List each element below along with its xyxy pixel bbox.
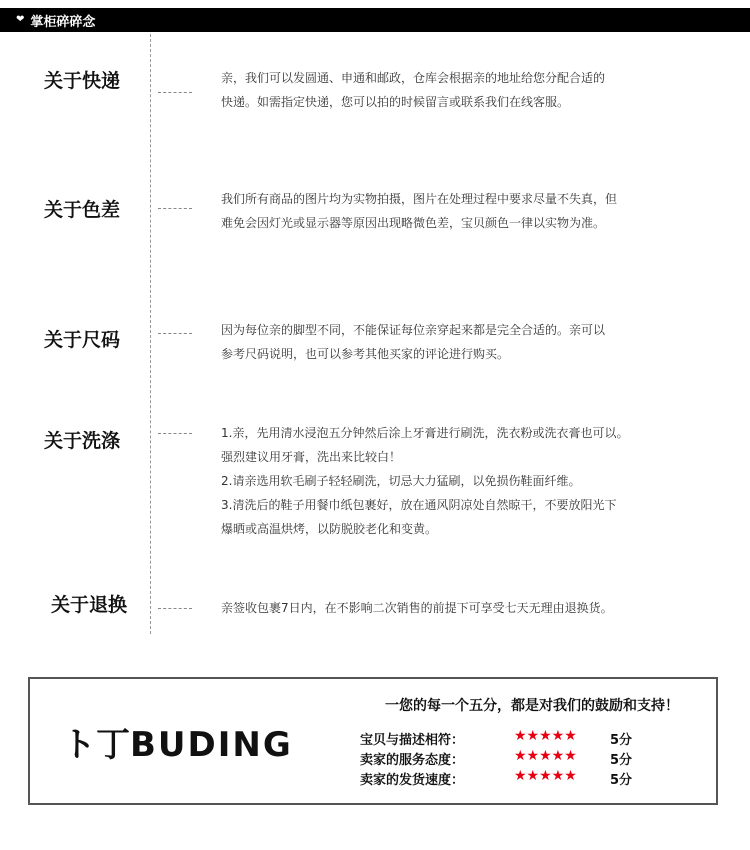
section-title-washing: 关于洗涤 (44, 430, 121, 452)
rating-score: 5分 (610, 753, 633, 768)
rating-row (360, 769, 660, 789)
section-line: 难免会因灯光或显示器等原因出现略微色差，宝贝颜色一律以实物为准。 (221, 216, 606, 230)
section-connector (158, 208, 192, 209)
section-line: 强烈建议用牙膏，洗出来比较白！ (221, 450, 402, 464)
section-line: 2.请亲选用软毛刷子轻轻刷洗，切忌大力猛刷，以免损伤鞋面纤维。 (221, 474, 581, 488)
rating-label: 卖家的发货速度： (360, 773, 465, 788)
rating-panel (28, 677, 718, 805)
rating-label: 卖家的服务态度： (360, 753, 465, 768)
section-line: 我们所有商品的图片均为实物拍摄，图片在处理过程中要求尽量不失真，但 (221, 192, 618, 206)
section-title-returns: 关于退换 (51, 594, 128, 616)
brand-logo-text: BUDING (130, 725, 293, 765)
star-rating-icon: ★★★★★ (514, 728, 577, 744)
section-body-delivery (221, 66, 691, 114)
section-line: 快递。如需指定快递，您可以拍的时候留言或联系我们在线客服。 (221, 95, 570, 109)
section-line: 亲签收包裹7日内，在不影响二次销售的前提下可享受七天无理由退换货。 (221, 601, 613, 615)
rating-score: 5分 (610, 773, 633, 788)
section-title-delivery: 关于快递 (44, 70, 121, 92)
rating-row (360, 729, 660, 749)
section-line: 亲，我们可以发圆通、申通和邮政，仓库会根据亲的地址给您分配合适的 (221, 71, 606, 85)
section-connector (158, 92, 192, 93)
rating-row (360, 749, 660, 769)
section-connector (158, 433, 192, 434)
brand-logo (62, 717, 293, 766)
brand-logo-mark: ト丁 (62, 725, 130, 765)
page-title: 掌柜碎碎念 (30, 14, 96, 30)
timeline-divider (150, 34, 151, 634)
section-body-washing (221, 421, 691, 541)
section-body-size (221, 318, 691, 366)
section-connector (158, 608, 192, 609)
section-line: 1.亲，先用清水浸泡五分钟然后涂上牙膏进行刷洗，洗衣粉或洗衣膏也可以。 (221, 426, 629, 440)
section-line: 因为每位亲的脚型不同，不能保证每位亲穿起来都是完全合适的。亲可以 (221, 323, 606, 337)
section-body-returns (221, 596, 691, 620)
heart-icon: ❤ (16, 14, 25, 25)
section-line: 3.清洗后的鞋子用餐巾纸包裹好，放在通风阴凉处自然晾干，不要放阳光下 (221, 498, 617, 512)
section-body-color (221, 187, 691, 235)
section-connector (158, 333, 192, 334)
rating-tagline: 一您的每一个五分，都是对我们的鼓励和支持！ (385, 698, 679, 714)
star-rating-icon: ★★★★★ (514, 748, 577, 764)
header-bar (0, 8, 750, 32)
section-line: 参考尺码说明，也可以参考其他买家的评论进行购买。 (221, 347, 510, 361)
section-line: 爆晒或高温烘烤，以防脱胶老化和变黄。 (221, 522, 438, 536)
star-rating-icon: ★★★★★ (514, 768, 577, 784)
rating-score: 5分 (610, 733, 633, 748)
section-title-size: 关于尺码 (44, 329, 121, 351)
rating-label: 宝贝与描述相符： (360, 733, 465, 748)
section-title-color: 关于色差 (44, 199, 121, 221)
